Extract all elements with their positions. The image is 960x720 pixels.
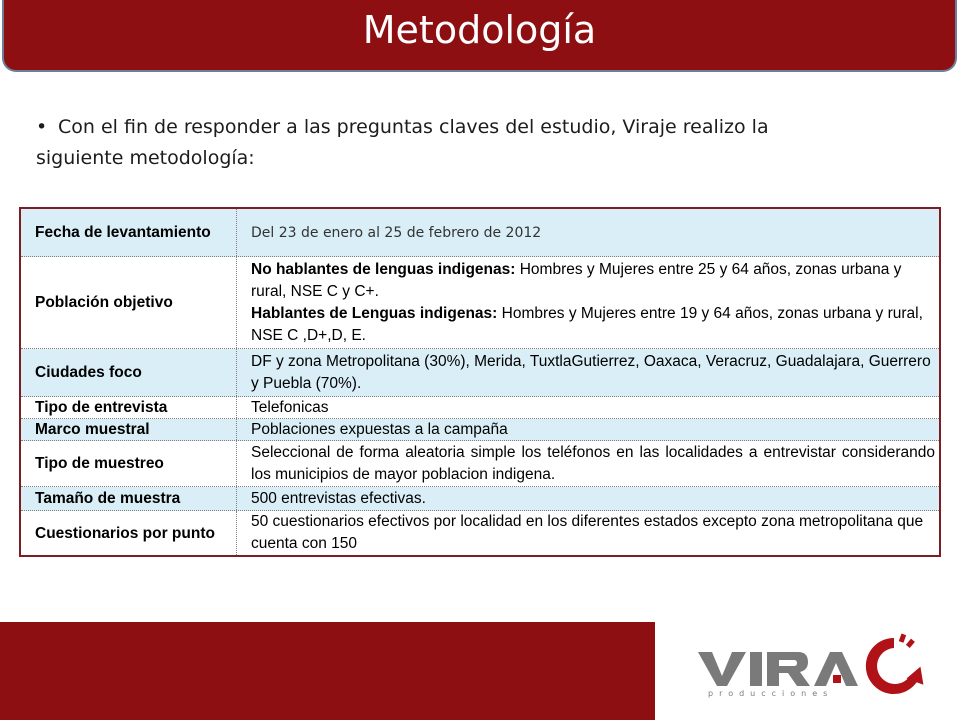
group-2-text: Hombres y Mujeres entre 19 y 64 años, zonas urbana y rural, NSE C ,D+,D, E. bbox=[251, 304, 923, 344]
row-value: 50 cuestionarios efectivos por localidad en los diferentes estados excepto zona metropolitana que cuenta con 150 bbox=[251, 513, 924, 552]
group-2-title: Hablantes de Lenguas indigenas: bbox=[251, 304, 498, 322]
table-row-poblacion bbox=[21, 257, 939, 349]
group-1-title: No hablantes de lenguas indigenas: bbox=[251, 260, 516, 278]
table-row-tipo-entrevista bbox=[21, 397, 939, 419]
vira-wordmark bbox=[698, 652, 858, 686]
row-label: Fecha de levantamiento bbox=[21, 209, 237, 256]
row-value: Seleccional de forma aleatoria simple los teléfonos en las localidades a entrevistar considerando los municipios de mayor poblacion indigena. bbox=[251, 443, 935, 483]
table-row-fecha bbox=[21, 209, 939, 257]
intro-line-1: Con el fin de responder a las preguntas claves del estudio, Viraje realizo la bbox=[58, 116, 769, 138]
logo-swirl-icon bbox=[866, 634, 929, 694]
logo-subtitle: producciones bbox=[708, 689, 834, 698]
row-label: Tipo de muestreo bbox=[21, 441, 237, 486]
row-label: Población objetivo bbox=[21, 257, 237, 348]
page-title: Metodología bbox=[362, 8, 597, 52]
table-row-marco bbox=[21, 419, 939, 441]
table-row-tipo-muestreo bbox=[21, 441, 939, 487]
row-value: Del 23 de enero al 25 de febrero de 2012 bbox=[251, 224, 542, 241]
title-bar bbox=[2, 0, 957, 72]
row-value: 500 entrevistas efectivas. bbox=[251, 489, 426, 507]
poblacion-group-1 bbox=[251, 259, 935, 303]
intro-line-2: siguiente metodología: bbox=[36, 147, 255, 169]
viraje-logo bbox=[694, 630, 930, 710]
table-row-cuestionarios bbox=[21, 511, 939, 555]
row-label: Marco muestral bbox=[21, 419, 237, 440]
bullet-icon: • bbox=[36, 116, 48, 138]
intro-paragraph bbox=[36, 112, 916, 174]
poblacion-group-2 bbox=[251, 303, 935, 347]
row-value: Poblaciones expuestas a la campaña bbox=[251, 420, 508, 438]
table-row-ciudades bbox=[21, 349, 939, 397]
methodology-table bbox=[19, 207, 941, 557]
row-label: Cuestionarios por punto bbox=[21, 511, 237, 555]
row-value bbox=[237, 257, 939, 348]
row-label: Tamaño de muestra bbox=[21, 487, 237, 510]
row-value: DF y zona Metropolitana (30%), Merida, TuxtlaGutierrez, Oaxaca, Veracruz, Guadalajara, Guerrero y Puebla (70%). bbox=[251, 352, 931, 392]
group-1-text: Hombres y Mujeres entre 25 y 64 años, zonas urbana y rural, NSE C y C+. bbox=[251, 260, 902, 300]
viraje-logo-graphic bbox=[694, 630, 930, 710]
row-label: Tipo de entrevista bbox=[21, 397, 237, 418]
footer-bar bbox=[0, 622, 655, 720]
row-label: Ciudades foco bbox=[21, 349, 237, 396]
row-value: Telefonicas bbox=[251, 398, 329, 416]
table-row-tamano bbox=[21, 487, 939, 511]
